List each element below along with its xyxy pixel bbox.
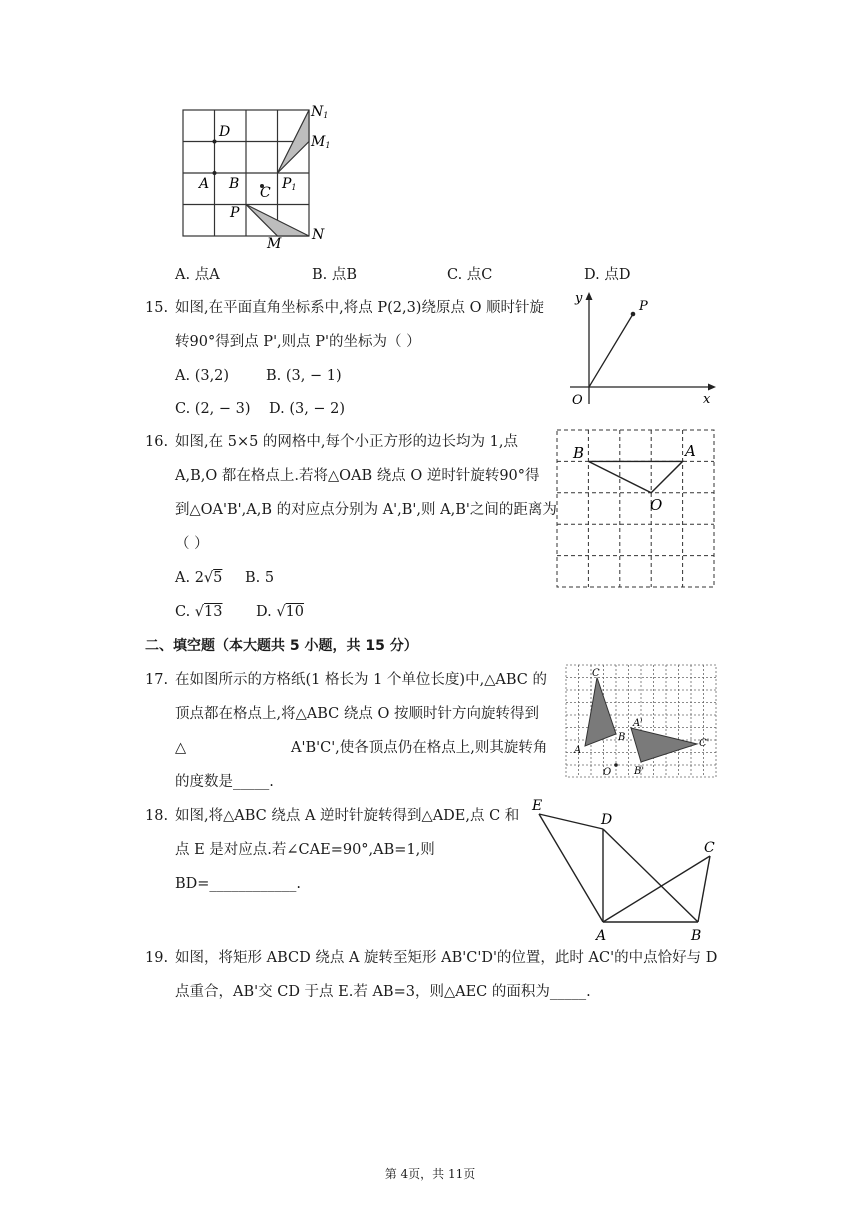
q17-fig-c-label: C bbox=[592, 668, 600, 679]
q18-text-line2: 点 E 是对应点.若∠CAE=90°,AB=1,则 bbox=[175, 842, 435, 858]
q18-fig-d-label: D bbox=[601, 812, 613, 828]
q17-text-line3a: △ bbox=[175, 740, 187, 756]
q18-text-line1: 如图,将△ABC 绕点 A 逆时针旋转得到△ADE,点 C 和 bbox=[175, 808, 520, 824]
sqrt-sign: √ bbox=[276, 604, 286, 620]
q16-option-c: C. √13 bbox=[175, 604, 223, 620]
q16-option-a: A. 2√5 bbox=[175, 570, 223, 586]
q17-text-line1: 在如图所示的方格纸(1 格长为 1 个单位长度)中,△ABC 的 bbox=[175, 672, 547, 688]
q14-label-b: B bbox=[229, 176, 240, 192]
q14-option-a: A. 点A bbox=[175, 267, 220, 283]
q14-label-d: D bbox=[219, 124, 231, 140]
q17-number: 17. bbox=[145, 672, 169, 688]
q18-text-line3: BD=____________. bbox=[175, 876, 302, 892]
q16-option-d: D. √10 bbox=[256, 604, 305, 620]
q16-number: 16. bbox=[145, 434, 169, 450]
q16-fig-a-label: A bbox=[685, 442, 696, 460]
q15-fig-x-label: x bbox=[703, 392, 711, 407]
q19-number: 19. bbox=[145, 950, 169, 966]
q16-text-line1: 如图,在 5×5 的网格中,每个小正方形的边长均为 1,点 bbox=[175, 434, 518, 450]
q14-label-m1: M1 bbox=[311, 134, 331, 150]
q15-text-line2: 转90°得到点 P',则点 P'的坐标为（ ） bbox=[175, 334, 421, 350]
sqrt-sign: √ bbox=[203, 570, 214, 586]
q15-option-d: D. (3, − 2) bbox=[269, 401, 346, 417]
q14-option-c: C. 点C bbox=[447, 267, 493, 283]
q17-fig-a-label: A bbox=[574, 745, 582, 756]
q16-option-b: B. 5 bbox=[245, 570, 275, 586]
q16-fig-b-label: B bbox=[573, 444, 585, 462]
q15-option-a: A. (3,2) bbox=[175, 368, 230, 384]
q14-label-p: P bbox=[230, 205, 240, 221]
q16-fig-o-label: O bbox=[650, 496, 663, 514]
q16-grid-figure bbox=[552, 425, 720, 590]
q18-fig-a-label: A bbox=[596, 928, 607, 944]
q15-option-c: C. (2, − 3) bbox=[175, 401, 251, 417]
q15-fig-y-label: y bbox=[575, 291, 583, 306]
q18-fig-e-label: E bbox=[532, 798, 543, 814]
page-footer: 第 4页，共 11页 bbox=[384, 1167, 476, 1181]
q14-option-d: D. 点D bbox=[584, 267, 631, 283]
q15-number: 15. bbox=[145, 300, 169, 316]
q17-fig-b1-label: B' bbox=[634, 766, 645, 777]
q18-number: 18. bbox=[145, 808, 169, 824]
q15-text-line1: 如图,在平面直角坐标系中,将点 P(2,3)绕原点 O 顺时针旋 bbox=[175, 300, 545, 316]
q17-fig-a1-label: A' bbox=[633, 718, 643, 729]
q14-label-n1: N1 bbox=[311, 104, 329, 120]
q15-option-b: B. (3, − 1) bbox=[266, 368, 342, 384]
sqrt-sign: √ bbox=[194, 604, 205, 620]
q18-fig-c-label: C bbox=[704, 840, 715, 856]
q19-text-line1: 如图，将矩形 ABCD 绕点 A 旋转至矩形 AB'C'D'的位置，此时 AC'的中点恰好与 D bbox=[175, 950, 718, 966]
q16-text-line3: 到△OA'B',A,B 的对应点分别为 A',B',则 A,B'之间的距离为 bbox=[175, 502, 557, 518]
q14-option-b: B. 点B bbox=[312, 267, 358, 283]
section-2-title: 二、填空题（本大题共 5 小题，共 15 分） bbox=[145, 638, 418, 654]
q15-coordinate-figure bbox=[562, 286, 722, 411]
q17-text-line4: 的度数是_____. bbox=[175, 774, 274, 790]
q15-fig-o-label: O bbox=[572, 393, 583, 408]
q15-fig-p-label: P bbox=[639, 299, 648, 314]
q14-label-p1: P1 bbox=[282, 176, 297, 192]
q14-grid-figure bbox=[178, 100, 338, 250]
q17-fig-o-label: O bbox=[603, 767, 612, 778]
q17-grid-figure bbox=[563, 662, 719, 782]
q19-text-line2: 点重合，AB'交 CD 于点 E.若 AB=3，则△AEC 的面积为_____. bbox=[175, 984, 591, 1000]
q14-label-a: A bbox=[199, 176, 210, 192]
q16-text-line2: A,B,O 都在格点上.若将△OAB 绕点 O 逆时针旋转90°得 bbox=[175, 468, 540, 484]
q14-label-n: N bbox=[312, 227, 325, 243]
q17-text-line2: 顶点都在格点上,将△ABC 绕点 O 按顺时针方向旋转得到 bbox=[175, 706, 539, 722]
q17-fig-c1-label: C' bbox=[699, 738, 710, 749]
q14-label-m: M bbox=[267, 236, 282, 250]
q18-triangle-figure bbox=[528, 796, 724, 944]
q17-fig-b-label: B bbox=[618, 732, 626, 743]
q16-text-line4: （ ） bbox=[175, 536, 209, 552]
q18-fig-b-label: B bbox=[691, 928, 702, 944]
q17-text-line3b: A'B'C',使各顶点仍在格点上,则其旋转角 bbox=[291, 740, 548, 756]
q14-label-c: C bbox=[260, 185, 271, 201]
